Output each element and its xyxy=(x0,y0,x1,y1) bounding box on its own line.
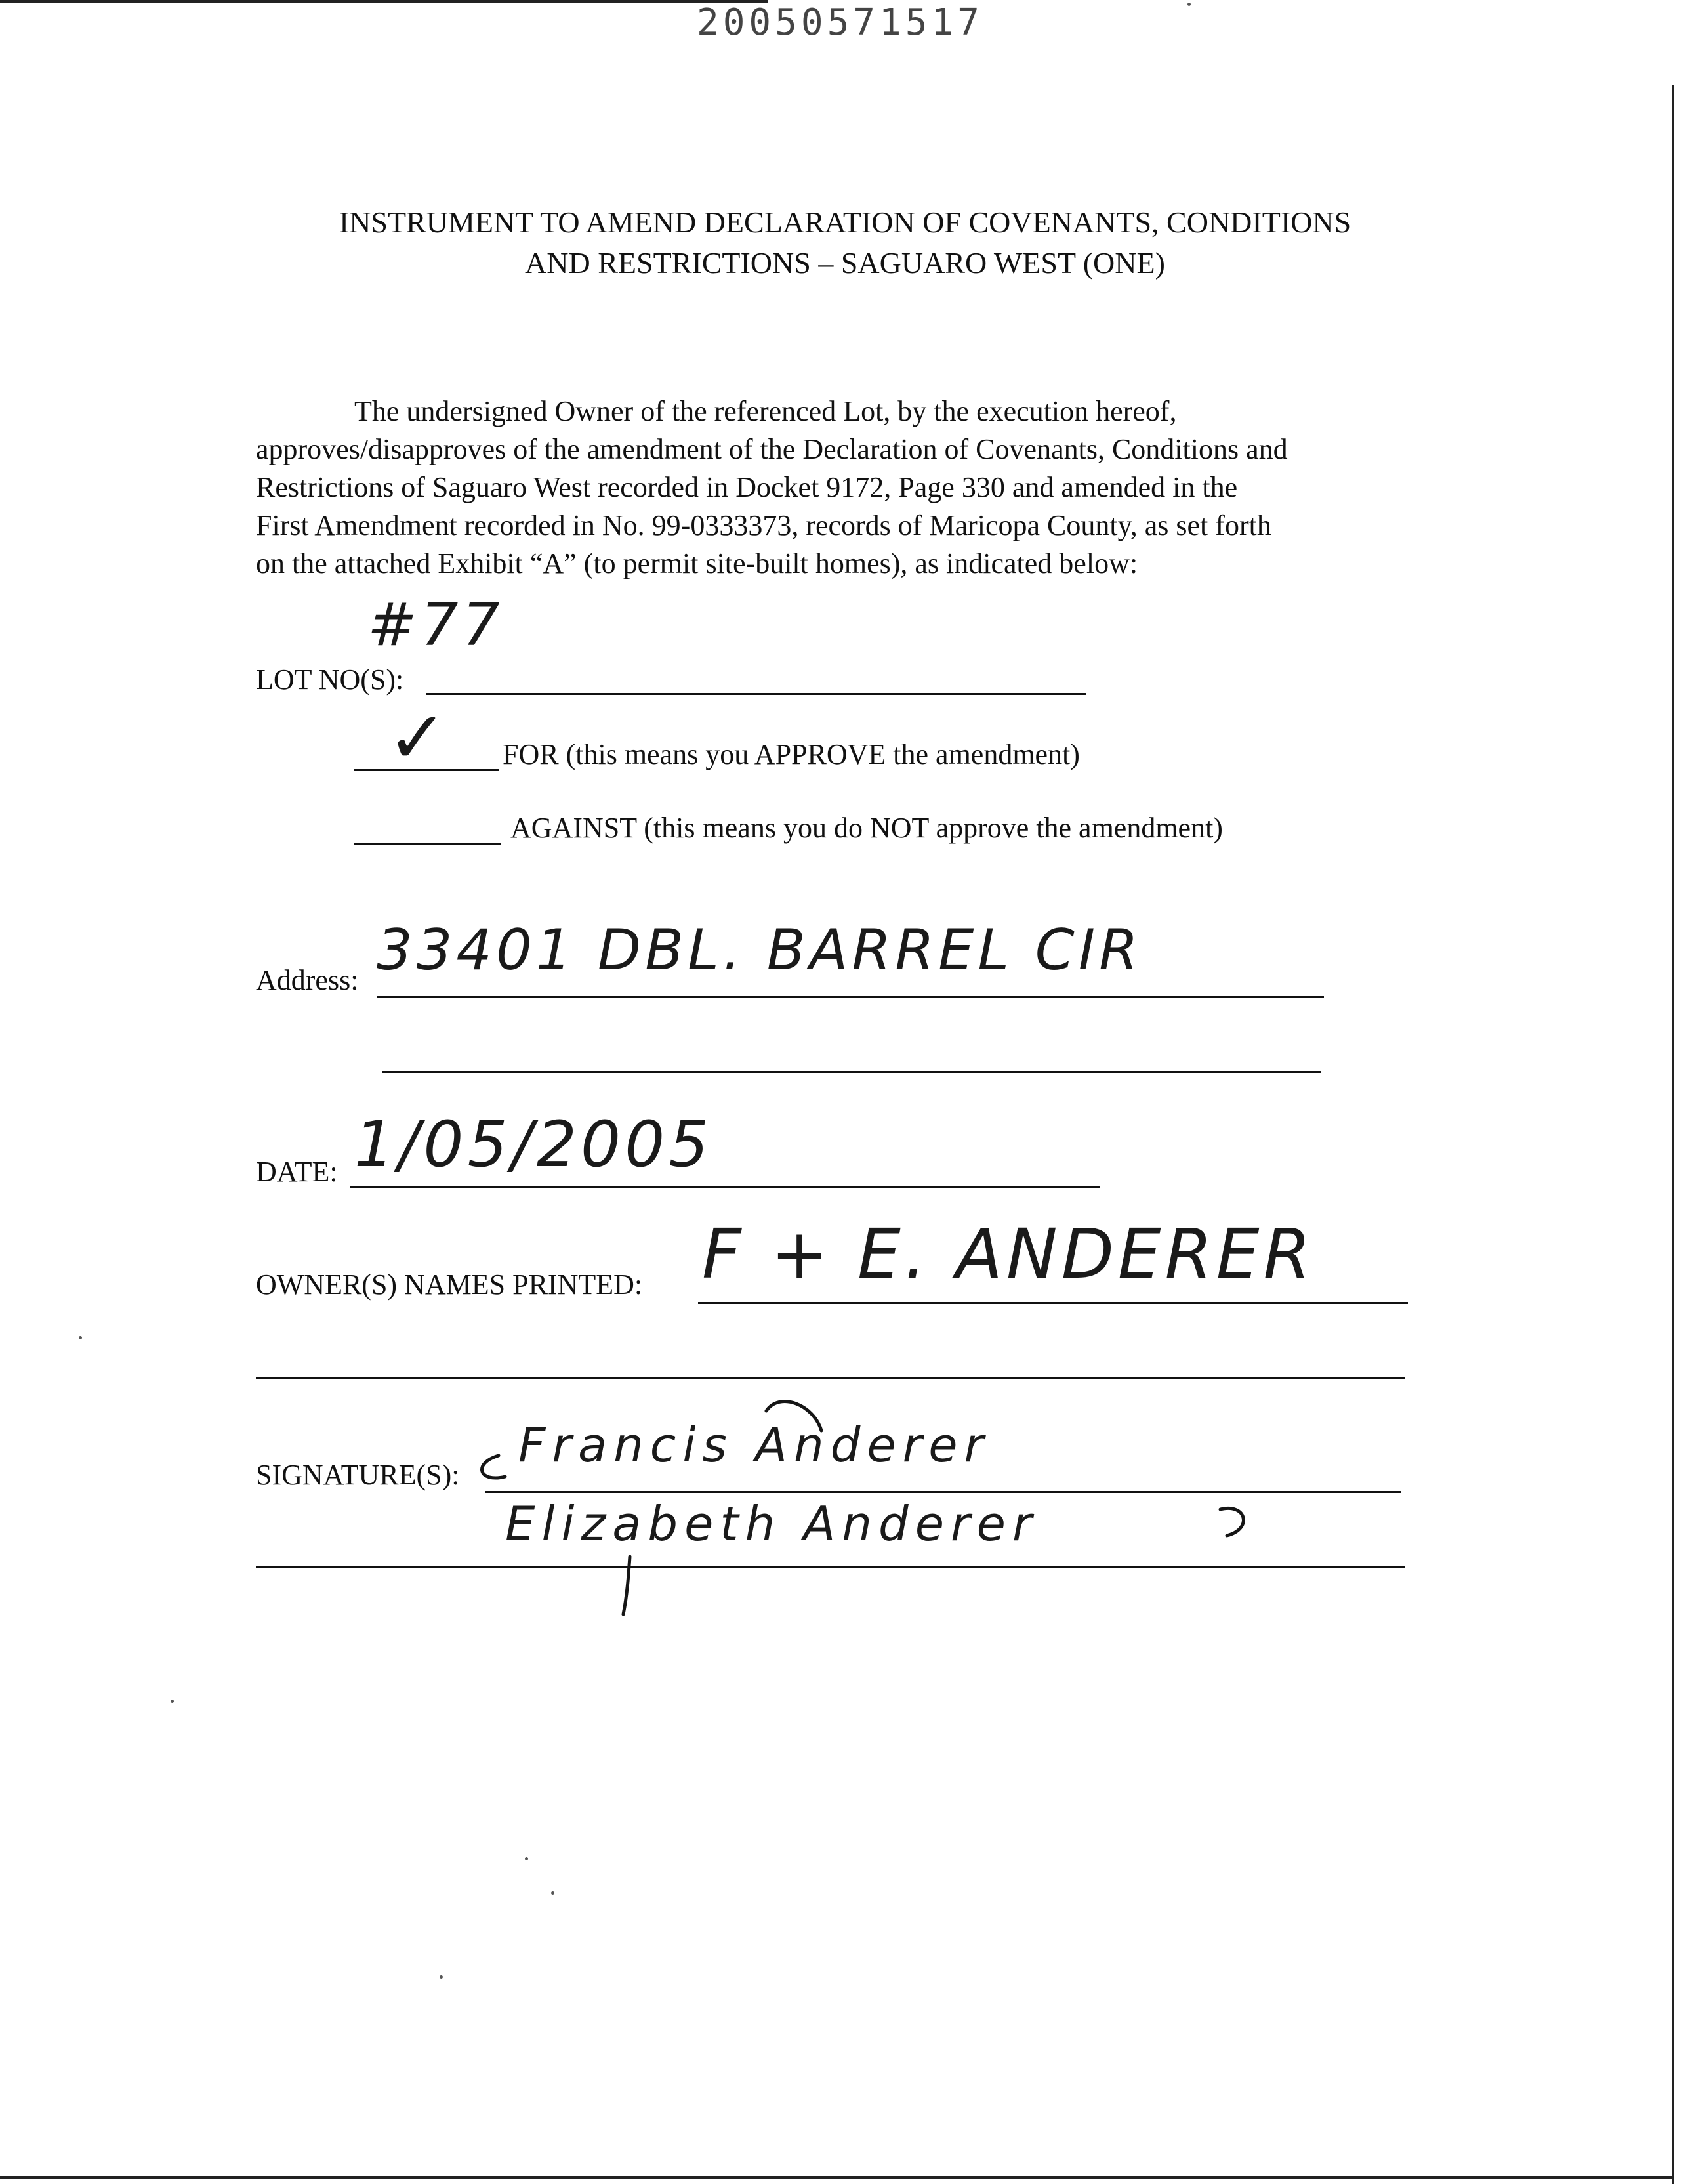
scan-speck xyxy=(1187,3,1191,6)
signature-elizabeth: Elizabeth Anderer xyxy=(505,1496,1039,1551)
owners-value-handwritten: F + E. ANDERER xyxy=(702,1214,1315,1294)
title-line: INSTRUMENT TO AMEND DECLARATION OF COVENANTS, CONDITIONS xyxy=(339,205,1351,239)
signature-descender-stroke xyxy=(623,1557,630,1614)
for-checkmark: ✓ xyxy=(387,696,452,780)
signature-flourish-stroke xyxy=(482,1456,505,1478)
lot-label: LOT NO(S): xyxy=(256,663,404,696)
title-line: AND RESTRICTIONS – SAGUARO WEST (ONE) xyxy=(525,246,1165,280)
scan-speck xyxy=(525,1857,528,1860)
signature-loop-stroke xyxy=(766,1402,821,1431)
signature-francis: Francis Anderer xyxy=(518,1418,991,1473)
scan-speck xyxy=(171,1700,174,1703)
scan-speck xyxy=(551,1891,554,1895)
body-line: Restrictions of Saguaro West recorded in Docket 9172, Page 330 and amended in the xyxy=(256,471,1238,503)
address-label: Address: xyxy=(256,964,359,996)
scan-speck xyxy=(440,1975,443,1979)
body-line: on the attached Exhibit “A” (to permit site-built homes), as indicated below: xyxy=(256,547,1138,579)
signature-label: SIGNATURE(S): xyxy=(256,1459,460,1491)
address-value-handwritten: 33401 DBL. BARREL CIR xyxy=(377,917,1142,983)
owners-label: OWNER(S) NAMES PRINTED: xyxy=(256,1269,643,1301)
signature-end-stroke xyxy=(1220,1508,1243,1536)
body-line: First Amendment recorded in No. 99-0333373, records of Maricopa County, as set forth xyxy=(256,509,1271,541)
lot-value-handwritten: #77 xyxy=(367,591,504,660)
scan-speck xyxy=(79,1336,82,1339)
date-value-handwritten: 1/05/2005 xyxy=(354,1108,713,1181)
body-line: approves/disapproves of the amendment of the Declaration of Covenants, Conditions and xyxy=(256,433,1288,465)
against-label: AGAINST (this means you do NOT approve the amendment) xyxy=(510,812,1223,844)
date-label: DATE: xyxy=(256,1156,338,1188)
for-label: FOR (this means you APPROVE the amendment) xyxy=(503,738,1080,770)
recording-number: 20050571517 xyxy=(697,1,983,44)
body-line: The undersigned Owner of the referenced Lot, by the execution hereof, xyxy=(354,395,1177,427)
